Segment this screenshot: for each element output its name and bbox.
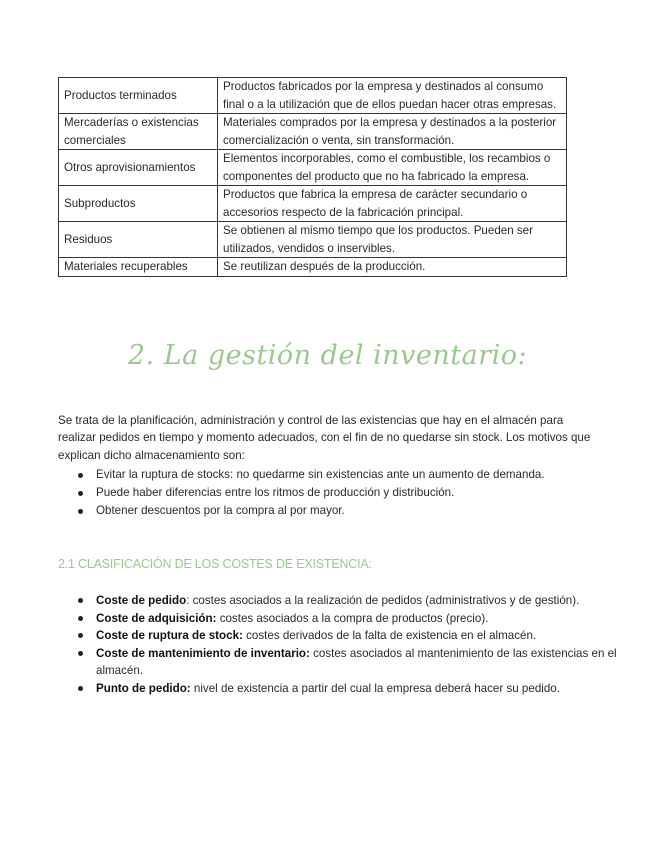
list-item-text: Puede haber diferencias entre los ritmos de producción y distribución. [96,486,455,499]
table-row [59,150,567,186]
bullet-icon [78,509,83,514]
table-row [59,78,567,114]
table-cell-description: Elementos incorporables, como el combustible, los recambios o componentes del producto que no ha fabricado la empresa. [218,150,567,186]
list-item [58,645,618,680]
table-cell-term: Productos terminados [59,78,218,114]
reasons-list [58,466,618,520]
inventory-types-table-wrapper [58,77,567,277]
list-item [58,627,618,645]
table-cell-description: Productos que fabrica la empresa de carácter secundario o accesorios respecto de la fabricación principal. [218,186,567,222]
table-cell-term: Mercaderías o existencias comerciales [59,114,218,150]
bullet-icon [78,616,83,621]
bullet-icon [78,651,83,656]
table-cell-term: Otros aprovisionamientos [59,150,218,186]
cost-description: costes asociados a la compra de productos (precio). [216,611,489,625]
bullet-icon [78,598,83,603]
table-row [59,186,567,222]
table-row [59,222,567,258]
list-item [58,466,618,484]
bullet-icon [78,686,83,691]
table-row [59,114,567,150]
cost-term: Punto de pedido: [96,681,191,695]
section-intro-paragraph: Se trata de la planificación, administración y control de las existencias que hay en el almacén para realizar pedidos en tiempo y momento adecuados, con el fin de no quedarse sin stock. Los motivos que explican dicho almacenamiento son: [58,413,591,462]
list-item [58,484,618,502]
subsection-title: 2.1 CLASIFICACIÓN DE LOS COSTES DE EXISTENCIA: [58,557,372,571]
bullet-icon [78,633,83,638]
cost-description: nivel de existencia a partir del cual la empresa deberá hacer su pedido. [190,681,560,695]
table-cell-term: Residuos [59,222,218,258]
list-item [58,610,618,628]
cost-term: Coste de pedido [96,594,187,607]
cost-description: : costes asociados a la realización de pedidos (administrativos y de gestión). [186,594,580,607]
list-item-text: Obtener descuentos por la compra al por mayor. [96,504,345,517]
costs-list [58,592,618,697]
cost-term: Coste de adquisición: [96,611,217,625]
cost-description: costes derivados de la falta de existencia en el almacén. [242,629,537,642]
list-item [58,592,618,610]
list-item [58,680,618,698]
table-cell-description: Se obtienen al mismo tiempo que los productos. Pueden ser utilizados, vendidos o inservibles. [218,222,567,258]
table-row [59,258,567,277]
section-title: 2. La gestión del inventario: [127,340,528,371]
cost-description: costes asociados al mantenimiento de las existencias en el almacén. [96,646,617,677]
table-cell-term: Subproductos [59,186,218,222]
table-cell-description: Se reutilizan después de la producción. [218,258,567,277]
list-item-text: Evitar la ruptura de stocks: no quedarme sin existencias ante un aumento de demanda. [96,468,545,481]
bullet-icon [78,491,83,496]
table-cell-term: Materiales recuperables [59,258,218,277]
table-cell-description: Productos fabricados por la empresa y destinados al consumo final o a la utilización que de ellos puedan hacer otras empresas. [218,78,567,114]
inventory-types-table [58,77,567,277]
list-item [58,502,618,520]
cost-term: Coste de mantenimiento de inventario: [96,646,310,660]
bullet-icon [78,473,83,478]
table-cell-description: Materiales comprados por la empresa y destinados a la posterior comercialización o venta, sin transformación. [218,114,567,150]
cost-term: Coste de ruptura de stock: [96,629,243,642]
